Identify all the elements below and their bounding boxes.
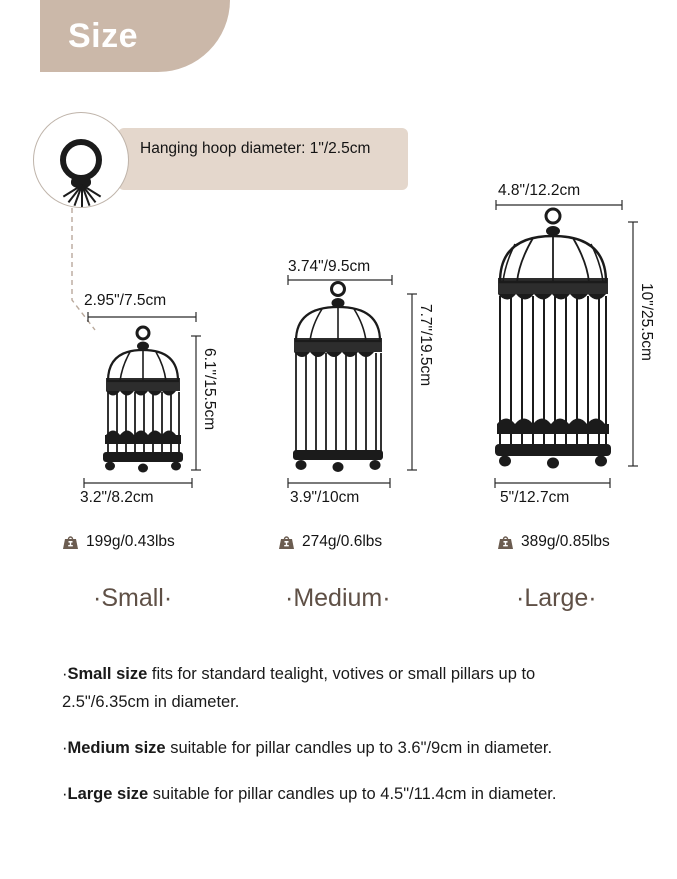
description-large-strong: Large size [67, 785, 149, 803]
weight-icon [278, 534, 295, 550]
weight-icon [62, 534, 79, 550]
weight-icon [497, 534, 514, 550]
page-title: Size [68, 16, 139, 55]
description-large-bullet: · [62, 785, 68, 803]
large-weight-row [497, 533, 610, 551]
large-cage-illustration [495, 209, 611, 469]
medium-bottom-width-label: 3.9"/10cm [290, 489, 360, 506]
hoop-leader-line [72, 208, 95, 330]
description-small-strong: Small size [67, 665, 148, 683]
size-descriptions [62, 660, 622, 826]
hanging-hoop-callout [118, 128, 408, 190]
description-medium [62, 734, 622, 762]
small-height-label: 6.1"/15.5cm [201, 348, 218, 431]
small-weight-row [62, 533, 175, 551]
large-bottom-width-label: 5"/12.7cm [500, 489, 570, 506]
description-medium-rest: suitable for pillar candles up to 3.6"/9cm in diameter. [165, 739, 553, 757]
description-large [62, 780, 622, 808]
large-dimension-lines [495, 200, 638, 488]
large-top-width-label: 4.8"/12.2cm [498, 182, 581, 199]
description-small-rest: fits for standard tealight, votives or small pillars up to 2.5"/6.35cm in diameter. [62, 665, 536, 711]
description-small [62, 660, 622, 716]
large-weight-label: 389g/0.85lbs [521, 533, 610, 550]
description-large-rest: suitable for pillar candles up to 4.5"/11.4cm in diameter. [148, 785, 557, 803]
description-medium-strong: Medium size [67, 739, 166, 757]
small-cage-illustration [103, 327, 183, 473]
size-header-banner [40, 0, 230, 72]
hanging-hoop-callout-text: Hanging hoop diameter: 1"/2.5cm [140, 140, 371, 157]
medium-weight-label: 274g/0.6lbs [302, 533, 383, 550]
description-small-bullet: · [62, 665, 68, 683]
medium-weight-row [278, 533, 382, 551]
small-top-width-label: 2.95"/7.5cm [84, 292, 167, 309]
small-size-name: ·Small· [93, 584, 173, 612]
medium-top-width-label: 3.74"/9.5cm [288, 258, 371, 275]
small-weight-label: 199g/0.43lbs [86, 533, 175, 550]
description-medium-bullet: · [62, 739, 68, 757]
medium-dimension-lines [288, 275, 417, 488]
small-bottom-width-label: 3.2"/8.2cm [80, 489, 154, 506]
small-dimension-lines [84, 312, 201, 488]
large-size-name: ·Large· [516, 584, 597, 612]
medium-cage-illustration [293, 283, 383, 473]
hanging-hoop-icon [33, 112, 129, 208]
medium-size-name: ·Medium· [285, 584, 391, 612]
medium-height-label: 7.7"/19.5cm [417, 304, 434, 387]
large-height-label: 10"/25.5cm [638, 283, 655, 361]
